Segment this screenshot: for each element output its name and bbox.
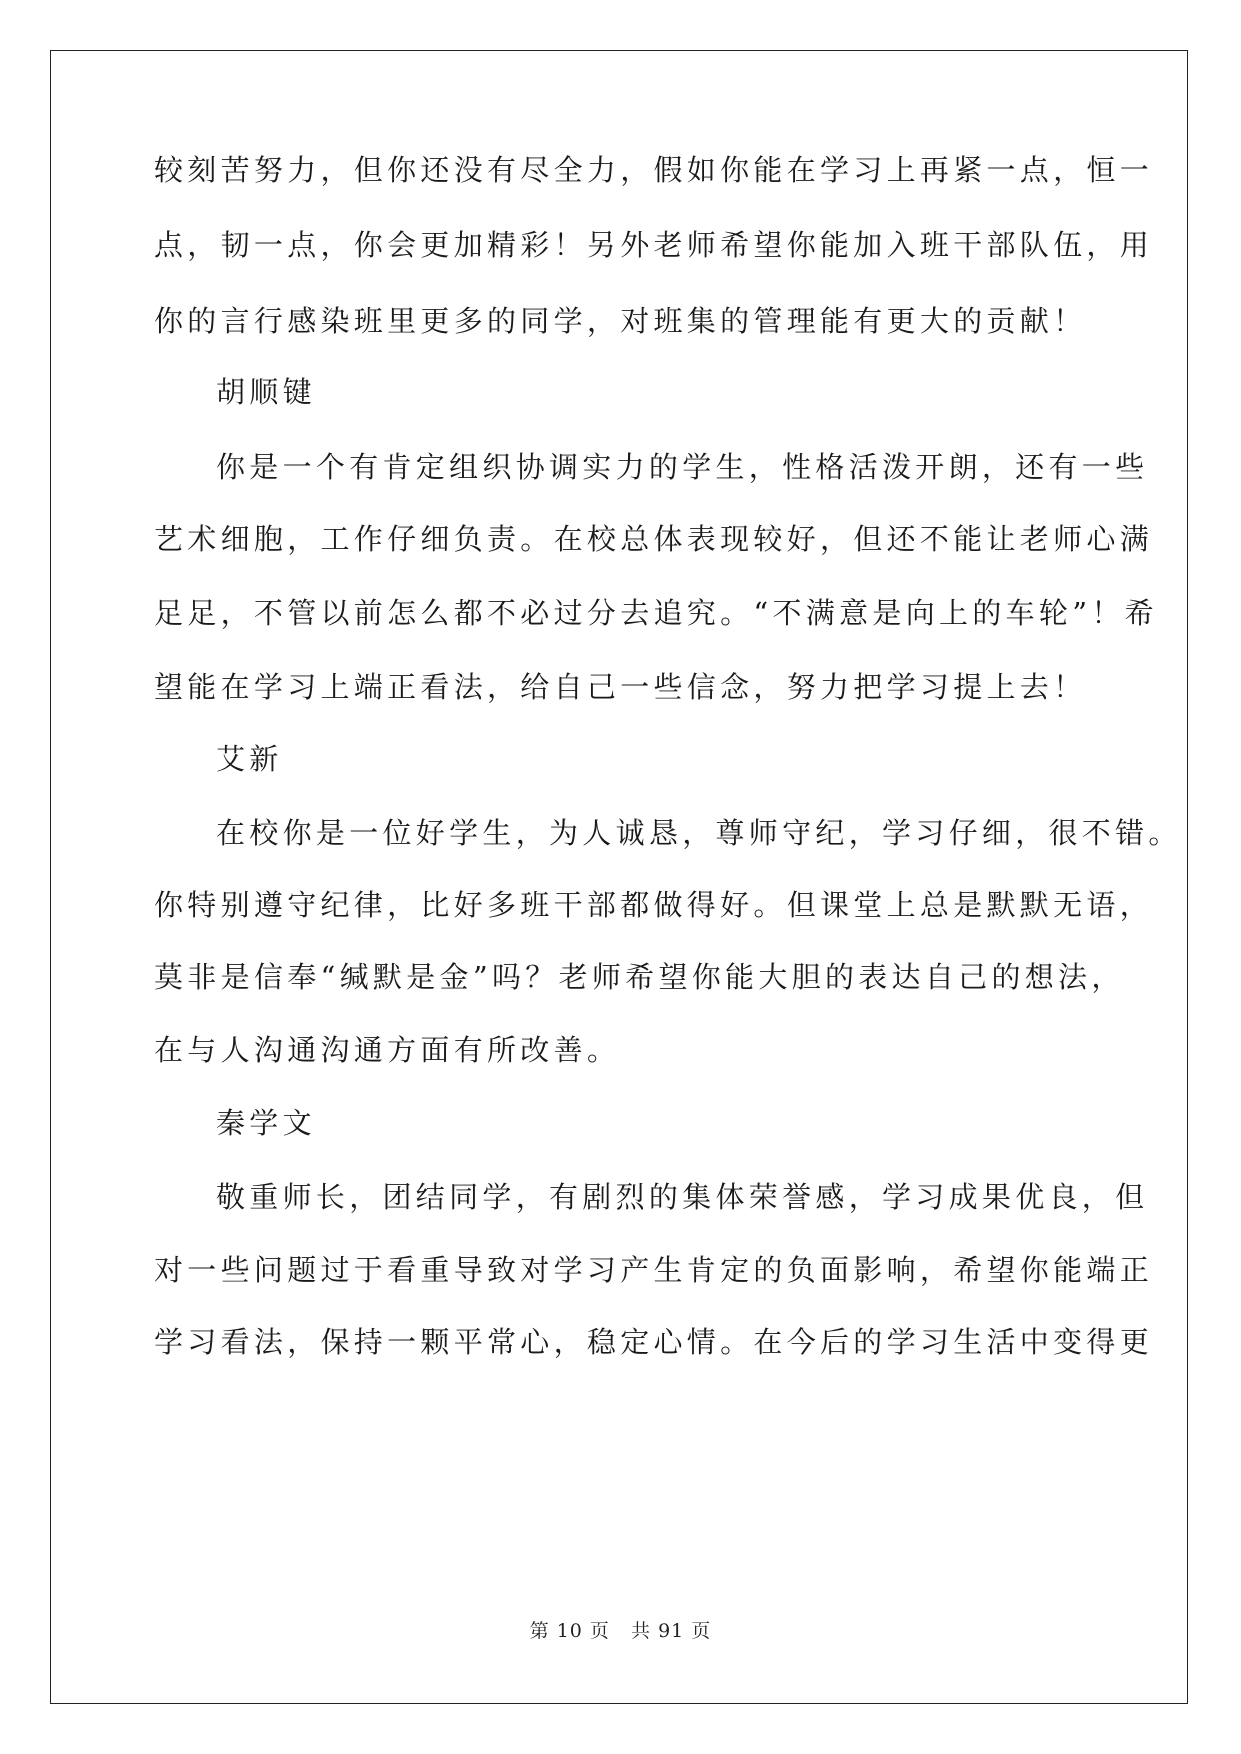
paragraph-line: 对一些问题过于看重导致对学习产生肯定的负面影响，希望你能端正 [154, 1253, 1154, 1287]
paragraph-line: 学习看法，保持一颗平常心，稳定心情。在今后的学习生活中变得更 [154, 1325, 1154, 1359]
paragraph-line: 敬重师长，团结同学，有剧烈的集体荣誉感，学习成果优良，但 [216, 1180, 1149, 1214]
paragraph-line: 点，韧一点，你会更加精彩！另外老师希望你能加入班干部队伍，用 [154, 228, 1154, 262]
paragraph-line: 你特别遵守纪律，比好多班干部都做得好。但课堂上总是默默无语， [154, 888, 1154, 922]
paragraph-line: 在校你是一位好学生，为人诚恳，尊师守纪，学习仔细，很不错。 [216, 816, 1182, 850]
student-name-heading: 胡顺键 [216, 375, 316, 409]
page-number-text: 第 10 页 共 91 页 [529, 1620, 712, 1642]
student-name-heading: 艾新 [216, 742, 283, 776]
page-number-footer [0, 1616, 1241, 1643]
paragraph-line: 你的言行感染班里更多的同学，对班集的管理能有更大的贡献！ [154, 304, 1087, 338]
student-name-heading: 秦学文 [216, 1106, 316, 1140]
paragraph-line: 莫非是信奉“缄默是金”吗？老师希望你能大胆的表达自己的想法， [154, 960, 1125, 994]
paragraph-line: 足足，不管以前怎么都不必过分去追究。“不满意是向上的车轮”！希 [154, 596, 1158, 630]
paragraph-line: 较刻苦努力，但你还没有尽全力，假如你能在学习上再紧一点，恒一 [154, 153, 1154, 187]
paragraph-line: 艺术细胞，工作仔细负责。在校总体表现较好，但还不能让老师心满 [154, 522, 1154, 556]
paragraph-line: 你是一个有肯定组织协调实力的学生，性格活泼开朗，还有一些 [216, 450, 1149, 484]
paragraph-line: 望能在学习上端正看法，给自己一些信念，努力把学习提上去！ [154, 670, 1087, 704]
page-border [50, 50, 1188, 1704]
paragraph-line: 在与人沟通沟通方面有所改善。 [154, 1033, 621, 1067]
